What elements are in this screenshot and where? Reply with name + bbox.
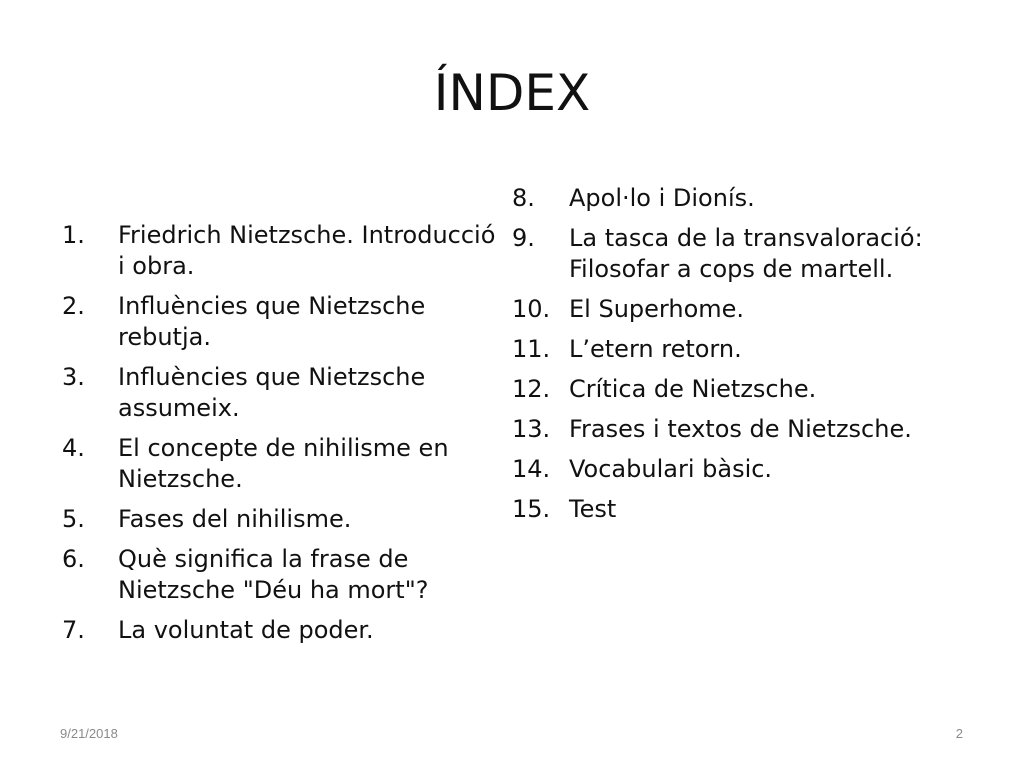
index-item-number: 11. [512, 335, 551, 363]
index-item-number: 14. [512, 455, 551, 483]
index-item-text: Vocabulari bàsic. [569, 455, 773, 483]
index-item-text: La voluntat de poder. [118, 616, 374, 644]
index-item-text: Influències que Nietzsche rebutja. [118, 292, 426, 351]
index-item [512, 494, 992, 525]
index-item-text: Fases del nihilisme. [118, 505, 352, 533]
index-item [512, 454, 992, 485]
index-item [512, 183, 992, 214]
index-item-number: 5. [62, 505, 85, 533]
index-item [512, 414, 992, 445]
index-item [62, 220, 508, 282]
index-item [512, 294, 992, 325]
index-item-text: Què significa la frase de Nietzsche "Déu ha mort"? [118, 545, 429, 604]
index-item-number: 7. [62, 616, 85, 644]
index-item [62, 504, 508, 535]
index-item [62, 615, 508, 646]
index-item [62, 362, 508, 424]
index-item [512, 374, 992, 405]
index-item-number: 12. [512, 375, 551, 403]
index-list-right [512, 183, 992, 534]
index-item-number: 4. [62, 434, 85, 462]
index-item-number: 6. [62, 545, 85, 573]
index-item-text: Apol·lo i Dionís. [569, 184, 755, 212]
index-item-text: El Superhome. [569, 295, 745, 323]
index-item [62, 544, 508, 606]
index-item-number: 1. [62, 221, 85, 249]
index-item-text: La tasca de la transvaloració: Filosofar a cops de martell. [569, 224, 923, 283]
index-item [62, 291, 508, 353]
index-item-number: 3. [62, 363, 85, 391]
index-item-text: Influències que Nietzsche assumeix. [118, 363, 426, 422]
index-item-number: 9. [512, 224, 535, 252]
index-item [512, 223, 992, 285]
index-item-number: 2. [62, 292, 85, 320]
index-item-text: Friedrich Nietzsche. Introducció i obra. [118, 221, 496, 280]
index-list-left [62, 220, 508, 655]
index-item [62, 433, 508, 495]
index-item-number: 15. [512, 495, 551, 523]
index-item-number: 13. [512, 415, 551, 443]
index-item-text: Test [569, 495, 617, 523]
index-item-number: 8. [512, 184, 535, 212]
index-item-text: Crítica de Nietzsche. [569, 375, 817, 403]
index-item-text: El concepte de nihilisme en Nietzsche. [118, 434, 449, 493]
index-item-text: Frases i textos de Nietzsche. [569, 415, 912, 443]
index-item-number: 10. [512, 295, 551, 323]
footer-date: 9/21/2018 [60, 726, 118, 741]
slide-title: ÍNDEX [433, 64, 591, 122]
index-item-text: L’etern retorn. [569, 335, 742, 363]
page-number: 2 [955, 726, 963, 741]
index-item [512, 334, 992, 365]
